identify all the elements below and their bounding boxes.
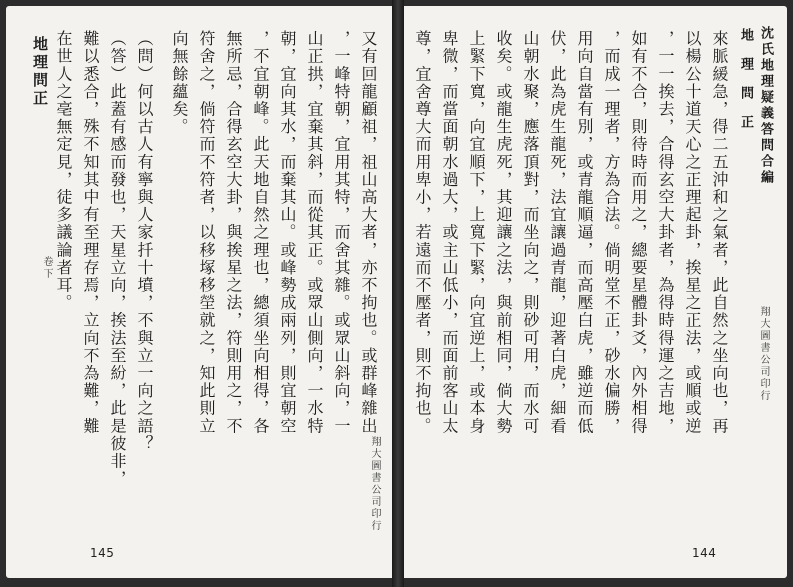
running-title: 地理問正 (738, 28, 753, 144)
left-page (6, 6, 392, 578)
text-column: 以楊公十道天心之正理起卦，挨星之正法，或順或逆 (683, 30, 702, 435)
text-column: 尊，宜舍尊大而用卑小，若遠而不壓者，則不拘也。 (413, 30, 432, 435)
text-column: ，不宜朝峰。此天地自然之理也，總須坐向相得，各 (251, 30, 270, 435)
text-column: ，而成一理者，方為合法。倘明堂不正，砂水偏勝， (602, 30, 621, 435)
section-label: 卷下 (41, 256, 52, 280)
book-title: 沈氏地理疑義答問合編 (758, 26, 773, 186)
text-column: 收矣。或龍生虎死，其迎讓之法，與前相同，倘大勢 (494, 30, 513, 435)
publisher-mark: 翔大圖書公司印行 (369, 436, 380, 532)
text-column: 伏，此為虎生龍死，法宜讓過青龍，迎著白虎，細看 (548, 30, 567, 435)
text-column: 來脈緩急，得二五沖和之氣者，此自然之坐向也，再 (710, 30, 729, 435)
answer-column: （答）此蓋有感而發也，天星立向，挨法至紛，此是彼非， (108, 30, 127, 488)
text-column: 無所忌，合得玄空大卦，與挨星之法，符則用之，不 (224, 30, 243, 435)
text-column: 山正拱，宜棄其斜，而從其正。或眾山側向，一水特 (305, 30, 324, 435)
text-column: ，一峰特朝，宜用其特，而舍其雜。或眾山斜向，一 (332, 30, 351, 435)
text-column: 山朝水聚，應落頂對，而坐向之，則砂可用，而水可 (521, 30, 540, 435)
text-column: 向無餘蘊矣。 (170, 30, 189, 136)
text-column: 上緊下寬，向宜順下，上寬下緊，向宜逆上，或本身 (467, 30, 486, 435)
text-column: 又有回龍顧祖，祖山高大者，亦不拘也。或群峰雜出 (359, 30, 378, 435)
page-number: 145 (90, 546, 115, 560)
publisher-mark: 翔大圖書公司印行 (758, 306, 769, 402)
text-column: 朝，宜向其水，而棄其山。或峰勢成兩列，則宜朝空 (278, 30, 297, 435)
text-column: 難以悉合，殊不知其中有至理存焉，立向不為難，難 (81, 30, 100, 435)
text-column: 卑微，而當面朝水過大，或主山低小，而面前客山太 (440, 30, 459, 435)
text-column: 如有不合，則待時而用之，總要星體卦爻，內外相得 (629, 30, 648, 435)
text-column: ，一一挨去，合得玄空大卦者，為得時得運之吉地， (656, 30, 675, 435)
text-column: 符舍之，倘符而不符者，以移塚移塋就之，知此則立 (197, 30, 216, 435)
right-page (404, 6, 787, 578)
text-column: 用向自當有別，或青龍順逼，而高壓白虎，雖逆而低 (575, 30, 594, 435)
running-title: 地理問正 (31, 36, 49, 108)
question-column: （問）何以古人有寧與人家扦十墳，不與立一向之語？ (135, 30, 154, 453)
page-number: 144 (692, 546, 717, 560)
book-gutter (392, 0, 404, 587)
text-column: 在世人之亳無定見，徒多議論者耳。 (54, 30, 73, 312)
